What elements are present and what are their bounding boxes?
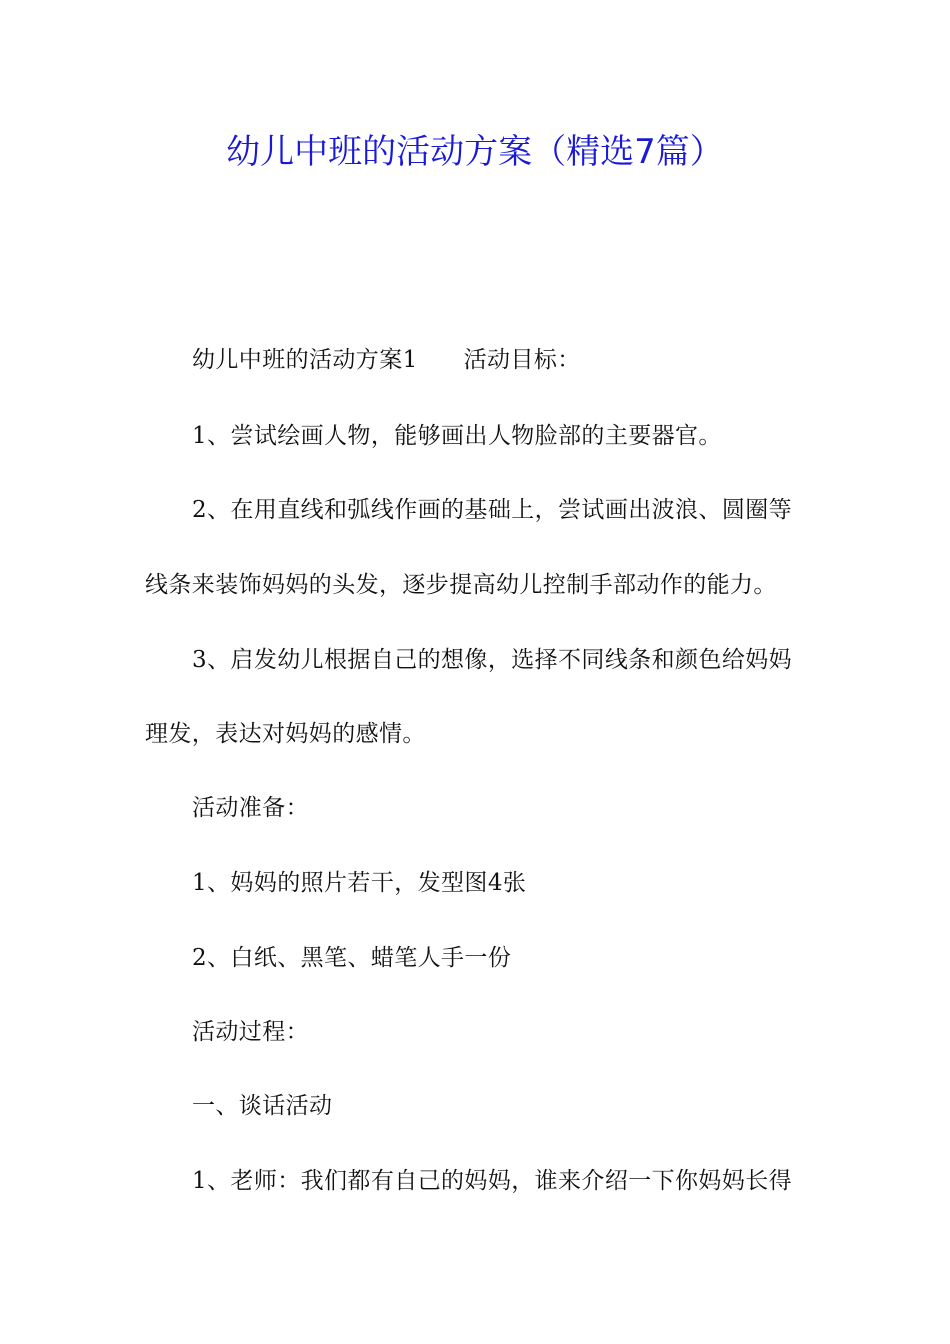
- subheading: 活动目标：: [463, 347, 581, 373]
- paragraph-line: 2、在用直线和弧线作画的基础上，尝试画出波浪、圆圈等: [192, 497, 793, 523]
- subheading: 活动过程：: [192, 1019, 309, 1045]
- paragraph-line: 1、妈妈的照片若干，发型图4张: [192, 870, 527, 896]
- paragraph-line: 1、老师：我们都有自己的妈妈，谁来介绍一下你妈妈长得: [192, 1168, 793, 1194]
- paragraph-line: 2、白纸、黑笔、蜡笔人手一份: [192, 945, 512, 971]
- section-heading: 幼儿中班的活动方案1: [192, 347, 418, 373]
- paragraph-line: [192, 344, 581, 376]
- paragraph-line: 3、启发幼儿根据自己的想像，选择不同线条和颜色给妈妈: [192, 647, 793, 673]
- paragraph-line: 理发，表达对妈妈的感情。: [145, 721, 426, 747]
- paragraph-line: 线条来装饰妈妈的头发，逐步提高幼儿控制手部动作的能力。: [145, 572, 777, 598]
- document-title: 幼儿中班的活动方案（精选7篇）: [226, 132, 724, 172]
- paragraph-line: 1、尝试绘画人物，能够画出人物脸部的主要器官。: [192, 423, 722, 449]
- subheading: 一、谈话活动: [192, 1093, 333, 1119]
- subheading: 活动准备：: [192, 795, 309, 821]
